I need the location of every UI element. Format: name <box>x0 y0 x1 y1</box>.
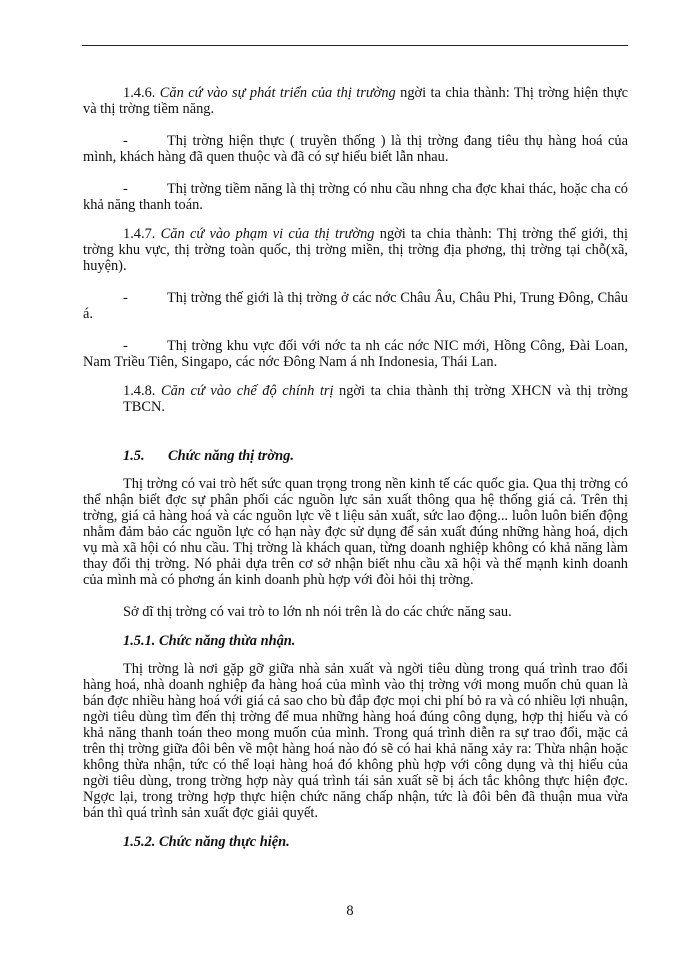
section-heading-1-5 <box>83 448 628 464</box>
bullet-text: Thị trờng khu vực đối với nớc ta nh các nớc NIC mới, Hồng Công, Đài Loan, Nam Triều Tiên, Singapo, các nớc Đông Nam á nh Indonesia, Thái Lan. <box>83 338 628 370</box>
section-number: 1.5. <box>123 448 145 464</box>
section-number: 1.4.6. <box>123 85 156 101</box>
section-title: Căn cứ vào sự phát triển của thị trường <box>159 85 396 101</box>
bullet-item <box>83 133 628 165</box>
section-1-4-7 <box>83 226 628 274</box>
paragraph: Sở dĩ thị trờng có vai trò to lớn nh nói trên là do các chức năng sau. <box>123 604 512 620</box>
section-title: Chức năng thị trờng. <box>168 448 294 464</box>
bullet-text: Thị trờng tiềm năng là thị trờng có nhu cầu nhng cha đợc khai thác, hoặc cha có khả năng thanh toán. <box>83 181 628 213</box>
paragraph: Thị trờng là nơi gặp gỡ giữa nhà sản xuất và ngời tiêu dùng trong quá trình trao đổi hàng hoá, nhà doanh nghiệp đa hàng hoá của mình vào thị trờng với mong muốn chủ quan là bán đợc nhiều hàng hoá với giá cả sao cho bù đắp đợc mọi chi phí bỏ ra và có nhiều lợi nhuận, ngời tiêu dùng tìm đến thị trờng để mua những hàng hoá đúng công dụng, hợp thị hiếu và có khả năng thanh toán theo mong muốn của mình. Trong quá trình diễn ra sự trao đổi, mặc cả trên thị trờng giữa đôi bên về một hàng hoá nào đó sẽ có hai khả năng xảy ra: Thừa nhận hoặc không thừa nhận, tức có thể loại hàng hoá đó không phù hợp với công dụng và thị hiếu của ngời tiêu dùng, trong trờng hợp này quá trình tái sản xuất sẽ bị ách tắc không thực hiện đợc. Ngợc lại, trong trờng hợp thực hiện chức năng chấp nhận, tức là đôi bên đã thuận mua vừa bán thì quá trình sản xuất đợc giải quyết. <box>83 661 628 821</box>
bullet-text: Thị trờng thế giới là thị trờng ở các nớc Châu Âu, Châu Phi, Trung Đông, Châu á. <box>83 290 628 322</box>
page-content <box>83 85 628 862</box>
section-text: ngời ta chia thành thị trờng XHCN và thị trờng TBCN. <box>123 383 628 415</box>
bullet-dash: - <box>123 290 128 306</box>
subsection-heading-1-5-2: 1.5.2. Chức năng thực hiện. <box>123 834 290 850</box>
bullet-item <box>83 290 628 322</box>
bullet-dash: - <box>123 133 128 149</box>
section-number: 1.4.8. <box>123 383 156 399</box>
section-1-4-6 <box>83 85 628 117</box>
section-1-4-8 <box>83 383 628 415</box>
bullet-item <box>83 338 628 370</box>
section-text: ngời ta chia thành: Thị trờng thế giới, thị trờng khu vực, thị trờng toàn quốc, thị trờng miền, thị trờng địa phơng, thị trờng tại chỗ(xã, huyện). <box>83 226 628 274</box>
bullet-item <box>83 181 628 213</box>
subsection-heading-1-5-1: 1.5.1. Chức năng thừa nhận. <box>123 633 296 649</box>
bullet-dash: - <box>123 338 128 354</box>
section-title: Căn cứ vào chế độ chính trị <box>160 383 334 399</box>
paragraph: Thị trờng có vai trò hết sức quan trọng trong nền kinh tế các quốc gia. Qua thị trờng có thể nhận biết đợc sự phân phối các nguồn lực sản xuất thông qua hệ thống giá cả. Trên thị trờng, giá cả hàng hoá và các nguồn lực về t liệu sản xuất, sức lao động... luôn luôn biến động nhằm đảm bảo các nguồn lực có hạn này đợc sử dụng để sản xuất đúng những hàng hoá, dịch vụ mà xã hội có nhu cầu. Thị trờng là khách quan, từng doanh nghiệp không có khả năng làm thay đổi thị trờng. Nó phải dựa trên cơ sở nhận biết nhu cầu xã hội và thế mạnh kinh doanh của mình mà có phơng án kinh doanh phù hợp với đòi hỏi thị trờng. <box>83 476 628 588</box>
page-number: 8 <box>346 903 354 919</box>
bullet-dash: - <box>123 181 128 197</box>
header-rule <box>82 45 628 46</box>
section-text: ngời ta chia thành: Thị trờng hiện thực và thị trờng tiềm năng. <box>83 85 628 117</box>
section-title: Căn cứ vào phạm vi của thị trường <box>160 226 375 242</box>
bullet-text: Thị trờng hiện thực ( truyền thống ) là thị trờng đang tiêu thụ hàng hoá của mình, khách hàng đã quen thuộc và đã có sự hiểu biết lẫn nhau. <box>83 133 628 165</box>
section-number: 1.4.7. <box>123 226 156 242</box>
